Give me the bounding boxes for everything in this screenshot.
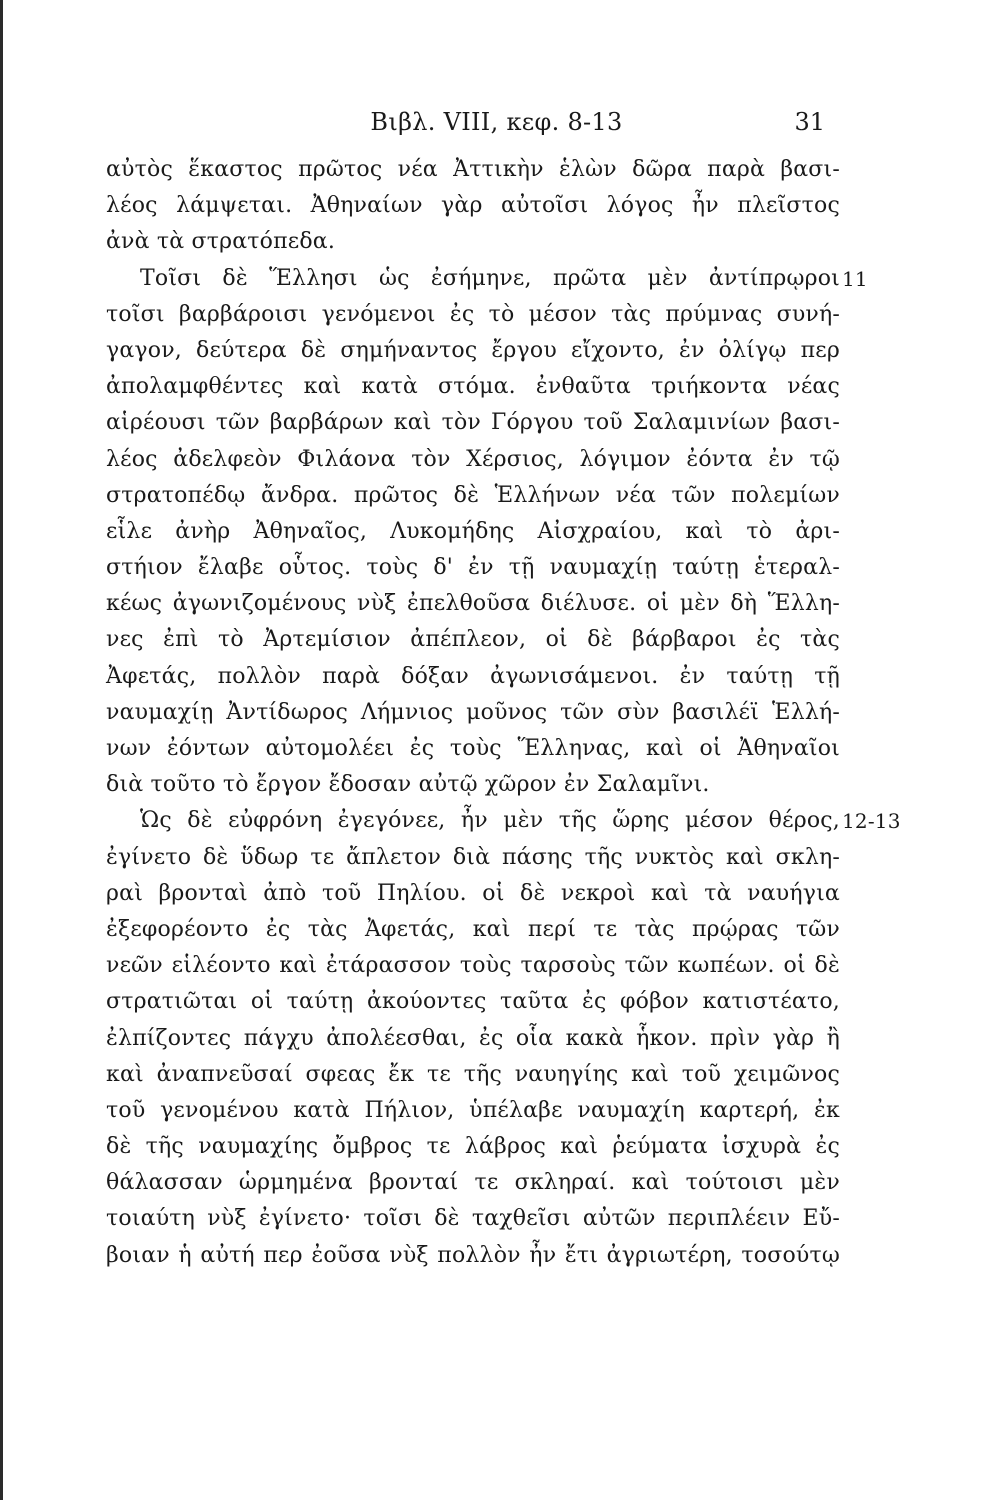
text-line — [106, 876, 840, 912]
text-line — [106, 297, 840, 333]
text-line — [106, 1165, 840, 1201]
page-number: 31 — [794, 108, 825, 136]
text-line — [106, 550, 840, 586]
text-line — [106, 514, 840, 550]
text-line — [106, 188, 840, 224]
text-line — [106, 767, 840, 803]
text-line-content: Τοῖσι δὲ Ἕλλησι ὡς ἐσήμηνε, πρῶτα μὲν ἀντίπρῳροι — [140, 265, 840, 291]
text-line-content: ἐγίνετο δὲ ὕδωρ τε ἄπλετον διὰ πάσης τῆς νυκτὸς καὶ σκλη- — [106, 844, 840, 870]
text-line-content: ἐλπίζοντες πάγχυ ἀπολέεσθαι, ἐς οἷα κακὰ ἧκον. πρὶν γὰρ ἢ — [106, 1025, 840, 1051]
text-line-content: διὰ τοῦτο τὸ ἔργον ἔδοσαν αὐτῷ χῶρον ἐν Σαλαμῖνι. — [106, 772, 710, 798]
text-line-content: γαγον, δεύτερα δὲ σημήναντος ἔργου εἴχοντο, ἐν ὀλίγῳ περ — [106, 337, 840, 363]
text-line-content: εἷλε ἀνὴρ Ἀθηναῖος, Λυκομήδης Αἰσχραίου, καὶ τὸ ἀρι- — [106, 518, 840, 544]
main-text-block — [106, 152, 901, 1274]
text-line — [106, 984, 840, 1020]
text-line-content: ναυμαχίῃ Ἀντίδωρος Λήμνιος μοῦνος τῶν σὺν βασιλέϊ Ἑλλή- — [106, 699, 840, 725]
text-line — [106, 405, 840, 441]
text-line-content: ἀνὰ τὰ στρατόπεδα. — [106, 229, 336, 255]
text-line-content: θάλασσαν ὡρμημένα βρονταί τε σκληραί. καὶ τούτοισι μὲν — [106, 1170, 840, 1196]
text-line-content: αἱρέουσι τῶν βαρβάρων καὶ τὸν Γόργου τοῦ Σαλαμινίων βασι- — [106, 410, 840, 436]
text-line — [106, 586, 840, 622]
text-line — [106, 840, 840, 876]
running-header — [0, 104, 993, 140]
text-line — [106, 333, 840, 369]
text-line-content: ἐξεφορέοντο ἐς τὰς Ἀφετάς, καὶ περί τε τὰς πρῴρας τῶν — [106, 916, 840, 942]
text-line-content: νες ἐπὶ τὸ Ἀρτεμίσιον ἀπέπλεον, οἱ δὲ βάρβαροι ἐς τὰς — [106, 627, 840, 653]
text-line — [106, 659, 840, 695]
text-line-content: βοιαν ἡ αὐτή περ ἐοῦσα νὺξ πολλὸν ἦν ἔτι ἀγριωτέρη, τοσούτῳ — [106, 1242, 840, 1268]
text-line — [106, 1093, 840, 1129]
marginal-chapter-number: 12-13 — [842, 809, 901, 834]
running-title: Βιβλ. VIII, κεφ. 8-13 — [370, 108, 623, 136]
text-line-content: νων ἐόντων αὐτομολέει ἐς τοὺς Ἕλληνας, καὶ οἱ Ἀθηναῖοι — [106, 736, 840, 761]
page-edge-shadow — [0, 0, 3, 1500]
text-line — [106, 1238, 840, 1274]
text-line-content: στρατιῶται οἱ ταύτῃ ἀκούοντες ταῦτα ἐς φόβον κατιστέατο, — [106, 989, 840, 1015]
text-line-content: νεῶν εἱλέοντο καὶ ἐτάρασσον τοὺς ταρσοὺς τῶν κωπέων. οἱ δὲ — [106, 953, 840, 979]
text-line — [106, 1057, 840, 1093]
text-line-content: κέως ἀγωνιζομένους νὺξ ἐπελθοῦσα διέλυσε. οἱ μὲν δὴ Ἕλλη- — [106, 591, 840, 617]
text-line-content: τοῖσι βαρβάροισι γενόμενοι ἐς τὸ μέσον τὰς πρύμνας συνή- — [106, 301, 840, 327]
text-line-content: Ὡς δὲ εὐφρόνη ἐγεγόνεε, ἦν μὲν τῆς ὥρης μέσον θέρος, — [140, 808, 840, 834]
text-line-content: αὐτὸς ἕκαστος πρῶτος νέα Ἀττικὴν ἑλὼν δῶρα παρὰ βασι- — [106, 157, 840, 182]
text-line — [106, 622, 840, 658]
text-line-content: Ἀφετάς, πολλὸν παρὰ δόξαν ἀγωνισάμενοι. ἐν ταύτῃ τῇ — [106, 663, 840, 689]
text-line-content: ραὶ βρονταὶ ἀπὸ τοῦ Πηλίου. οἱ δὲ νεκροὶ καὶ τὰ ναυήγια — [106, 880, 840, 906]
text-line-content: ἀπολαμφθέντες καὶ κατὰ στόμα. ἐνθαῦτα τριήκοντα νέας — [106, 374, 840, 400]
text-line — [106, 442, 840, 478]
marginal-chapter-number: 11 — [842, 266, 868, 291]
text-line-content: καὶ ἀναπνεῦσαί σφεας ἔκ τε τῆς ναυηγίης καὶ τοῦ χειμῶνος — [106, 1061, 840, 1087]
text-line-content: στήιον ἔλαβε οὗτος. τοὺς δ' ἐν τῇ ναυμαχίῃ ταύτῃ ἑτεραλ- — [106, 555, 840, 581]
text-line — [106, 261, 868, 297]
text-line-content: τοιαύτη νὺξ ἐγίνετο· τοῖσι δὲ ταχθεῖσι αὐτῶν περιπλέειν Εὔ- — [106, 1206, 840, 1232]
text-line — [106, 912, 840, 948]
text-line-content: λέος λάμψεται. Ἀθηναίων γὰρ αὐτοῖσι λόγος ἦν πλεῖστος — [106, 193, 840, 219]
text-line-content: λέος ἀδελφεὸν Φιλάονα τὸν Χέρσιος, λόγιμον ἐόντα ἐν τῷ — [106, 446, 840, 472]
text-line-content: στρατοπέδῳ ἄνδρα. πρῶτος δὲ Ἑλλήνων νέα τῶν πολεμίων — [106, 482, 840, 508]
text-line — [106, 948, 840, 984]
text-line — [106, 803, 901, 839]
text-line — [106, 478, 840, 514]
text-line-content: τοῦ γενομένου κατὰ Πήλιον, ὑπέλαβε ναυμαχίη καρτερή, ἐκ — [106, 1097, 840, 1123]
text-line — [106, 695, 840, 731]
text-line — [106, 1129, 840, 1165]
text-line — [106, 731, 840, 767]
text-line — [106, 224, 840, 260]
text-line-content: δὲ τῆς ναυμαχίης ὄμβρος τε λάβρος καὶ ῥεύματα ἰσχυρὰ ἐς — [106, 1134, 840, 1160]
text-line — [106, 369, 840, 405]
text-line — [106, 1021, 840, 1057]
text-line — [106, 1201, 840, 1237]
text-line — [106, 152, 840, 188]
